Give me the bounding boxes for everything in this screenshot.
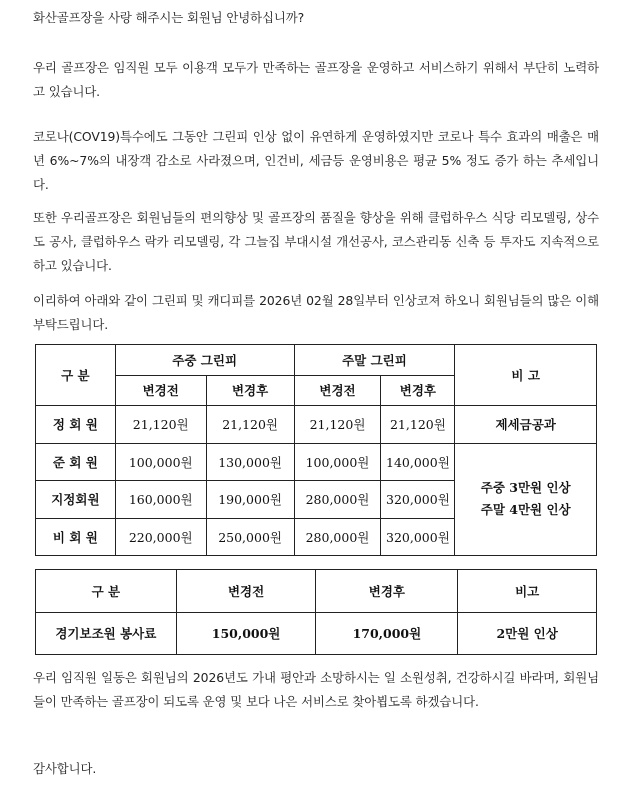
row-label: 준 회 원: [36, 443, 116, 481]
header-note: 비 고: [455, 345, 597, 406]
cell-weekday-before: 220,000원: [115, 518, 206, 556]
header-note: 비고: [458, 570, 597, 613]
note-weekday-increase: 주중 3만원 인상: [480, 480, 571, 496]
paragraph-investment: 또한 우리골프장은 회원님들의 편의향상 및 골프장의 품질을 향상을 위해 클럽하우스 식당 리모델링, 상수도 공사, 클럽하우스 락카 리모델링, 각 그늘집 부대시설 개선공사, 코스관리동 신축 등 투자도 지속적으로 하고 있습니다.: [33, 210, 599, 273]
table-row: [36, 443, 597, 481]
greeting-text: 화산골프장을 사랑 해주시는 회원님 안녕하십니까?: [33, 10, 305, 25]
cell-weekday-after: 21,120원: [206, 406, 294, 444]
cell-weekend-after: 320,000원: [381, 518, 455, 556]
paragraph-wishes: 우리 임직원 일동은 회원님의 2026년도 가내 평안과 소망하시는 일 소원성취, 건강하시길 바라며, 회원님들이 만족하는 골프장이 되도록 운영 및 보다 나은 서비스로 찾아뵙도록 하겠습니다.: [33, 670, 599, 709]
row-label: 비 회 원: [36, 518, 116, 556]
cell-weekend-before: 280,000원: [294, 518, 381, 556]
subheader-weekend-before: 변경전: [294, 375, 381, 406]
closing-text: 감사합니다.: [33, 761, 97, 776]
table-row: [36, 406, 597, 444]
note-increase: [455, 443, 597, 556]
cell-after: 170,000원: [316, 612, 458, 655]
cell-weekend-after: 140,000원: [381, 443, 455, 481]
green-fee-table: [35, 344, 597, 556]
paragraph-covid: 코로나(COV19)특수에도 그동안 그린피 인상 없이 유연하게 운영하였지만 코로나 특수 효과의 매출은 매년 6%~7%의 내장객 감소로 사라졌으며, 인건비, 세금등 운영비용은 평균 5% 정도 증가 하는 추세입니다.: [33, 129, 599, 192]
cell-weekday-after: 130,000원: [206, 443, 294, 481]
row-label: 정 회 원: [36, 406, 116, 444]
header-weekday-fee: 주중 그린피: [115, 345, 294, 376]
header-weekend-fee: 주말 그린피: [294, 345, 455, 376]
caddie-fee-table: [35, 569, 597, 655]
cell-weekday-after: 250,000원: [206, 518, 294, 556]
cell-weekend-after: 320,000원: [381, 481, 455, 519]
subheader-weekday-before: 변경전: [115, 375, 206, 406]
cell-weekend-before: 21,120원: [294, 406, 381, 444]
subheader-weekday-after: 변경후: [206, 375, 294, 406]
header-division: 구 분: [36, 345, 116, 406]
cell-weekend-after: 21,120원: [381, 406, 455, 444]
header-before: 변경전: [176, 570, 316, 613]
row-label: 지정회원: [36, 481, 116, 519]
cell-note: 2만원 인상: [458, 612, 597, 655]
cell-weekday-before: 160,000원: [115, 481, 206, 519]
cell-weekend-before: 100,000원: [294, 443, 381, 481]
cell-weekday-after: 190,000원: [206, 481, 294, 519]
header-after: 변경후: [316, 570, 458, 613]
paragraph-increase-notice: 이리하여 아래와 같이 그린피 및 캐디피를 2026년 02월 28일부터 인상코져 하오니 회원님들의 많은 이해 부탁드립니다.: [33, 293, 599, 332]
note-weekend-increase: 주말 4만원 인상: [480, 502, 571, 518]
subheader-weekend-after: 변경후: [381, 375, 455, 406]
paragraph-effort: 우리 골프장은 임직원 모두 이용객 모두가 만족하는 골프장을 운영하고 서비스하기 위해서 부단히 노력하고 있습니다.: [33, 60, 599, 99]
cell-weekday-before: 21,120원: [115, 406, 206, 444]
row-label: 경기보조원 봉사료: [36, 612, 177, 655]
note-tax: 제세금공과: [455, 406, 597, 444]
table-row: [36, 612, 597, 655]
cell-weekday-before: 100,000원: [115, 443, 206, 481]
cell-weekend-before: 280,000원: [294, 481, 381, 519]
cell-before: 150,000원: [176, 612, 316, 655]
header-division: 구 분: [36, 570, 177, 613]
